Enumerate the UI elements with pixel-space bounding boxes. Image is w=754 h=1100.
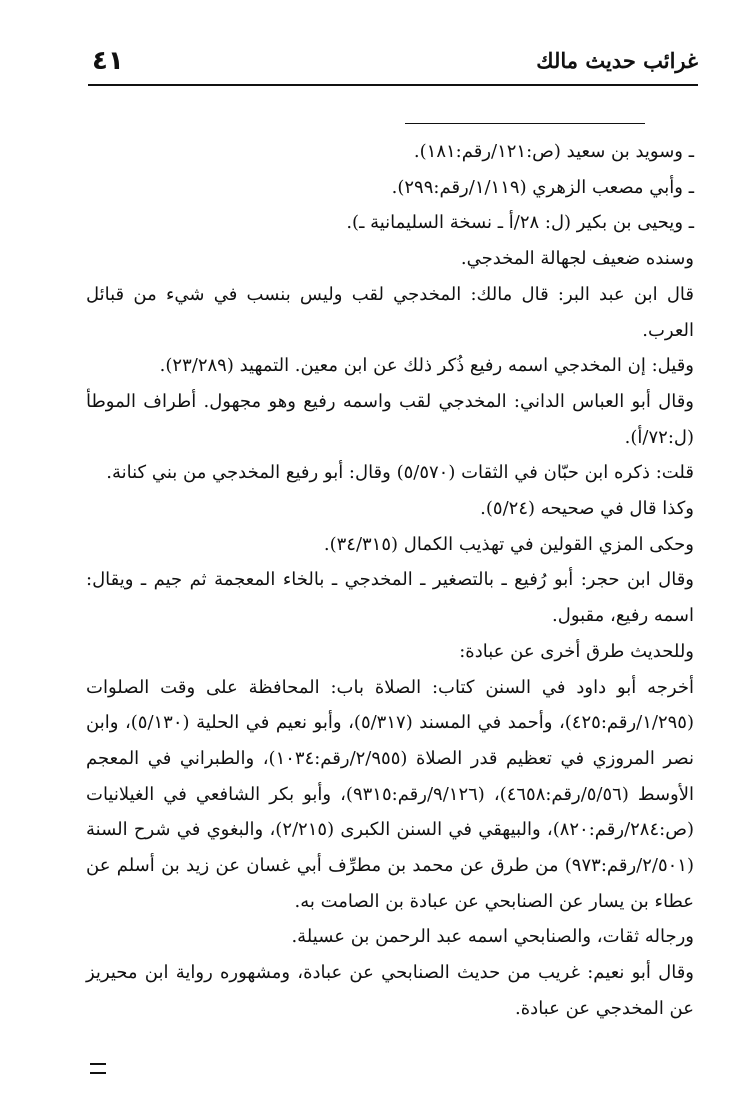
paragraph: ـ وسويد بن سعيد (ص:١٢١/رقم:١٨١).: [413, 141, 694, 162]
footnote-text: [86, 134, 694, 1027]
paragraph: وقال أبو نعيم: غريب من حديث الصنابحي عن عبادة، ومشهوره رواية ابن محيريز عن المخدجي عن عبادة.: [86, 962, 694, 1019]
running-title: غرائب حديث مالك: [536, 48, 698, 73]
paragraph: وسنده ضعيف لجهالة المخدجي.: [460, 248, 694, 270]
continuation-mark: [90, 1063, 106, 1074]
paragraph: ـ ويحيى بن بكير (ل: ٢٨/أ ـ نسخة السليمانية ـ).: [346, 212, 694, 234]
paragraph: وقيل: إن المخدجي اسمه رفيع ذُكر ذلك عن ابن معين. التمهيد (٢٣/٢٨٩).: [159, 355, 694, 377]
paragraph: ورجاله ثقات، والصنابحي اسمه عبد الرحمن بن عسيلة.: [291, 926, 694, 948]
footnote-rule: [405, 123, 645, 124]
paragraph: وقال أبو العباس الداني: المخدجي لقب واسمه رفيع وهو مجهول. أطراف الموطأ (ل:٧٢/أ).: [86, 390, 694, 448]
page-header: [88, 40, 698, 86]
paragraph: قال ابن عبد البر: قال مالك: المخدجي لقب وليس بنسب في شيء من قبائل العرب.: [86, 283, 694, 341]
paragraph: أخرجه أبو داود في السنن كتاب: الصلاة باب: المحافظة على وقت الصلوات (١/٢٩٥/رقم:٤٢٥)، وأحمد في المسند (٥/٣١٧)، وأبو نعيم في الحلية (٥/١٣٠)، وابن نصر المروزي في تعظيم قدر الصلاة (٢/٩٥٥/رقم:١٠٣٤)، والطبراني في المعجم الأوسط (٥/٥٦/رقم:٤٦٥٨)، (٩/١٢٦/رقم:٩٣١٥)، وأبو بكر الشافعي في الغيلانيات (ص:٢٨٤/رقم:٨٢٠)، والبيهقي في السنن الكبرى (٢/٢١٥)، والبغوي في شرح السنة (٢/٥٠١/رقم:٩٧٣) من طرق عن محمد بن مطرِّف أبي غسان عن زيد بن أسلم عن عطاء بن يسار عن الصنابحي عن عبادة بن الصامت به.: [86, 676, 695, 912]
paragraph: وكذا قال في صحيحه (٥/٢٤).: [480, 498, 694, 520]
paragraph: قلت: ذكره ابن حبّان في الثقات (٥/٥٧٠) وقال: أبو رفيع المخدجي من بني كنانة.: [106, 462, 694, 484]
paragraph: وللحديث طرق أخرى عن عبادة:: [459, 640, 694, 662]
paragraph: ـ وأبي مصعب الزهري (١/١١٩/رقم:٢٩٩).: [391, 176, 694, 198]
page-number: ٤١: [92, 46, 124, 76]
paragraph: وقال ابن حجر: أبو رُفيع ـ بالتصغير ـ المخدجي ـ بالخاء المعجمة ثم جيم ـ ويقال: اسمه رفيع، مقبول.: [86, 569, 695, 627]
paragraph: وحكى المزي القولين في تهذيب الكمال (٣٤/٣١٥).: [323, 533, 694, 555]
